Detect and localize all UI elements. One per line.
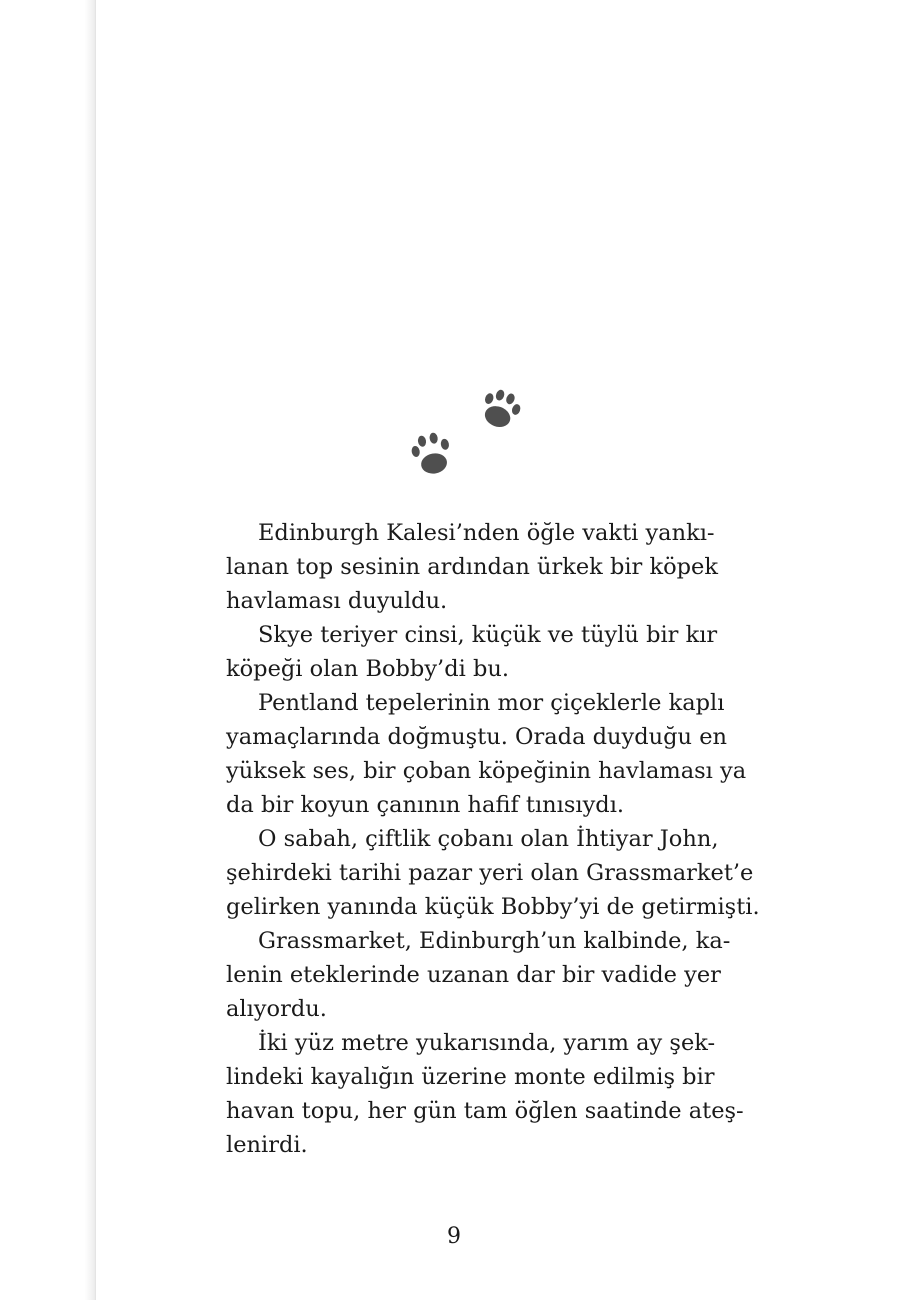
book-gutter-shadow: [0, 0, 96, 1300]
text-line: lenirdi.: [226, 1132, 308, 1158]
text-line: köpeği olan Bobby’di bu.: [226, 656, 509, 682]
text-line: Grassmarket, Edinburgh’un kalbinde, ka-: [258, 928, 731, 954]
text-line: da bir koyun çanının hafif tınısıydı.: [226, 792, 625, 818]
paw-print-lower: [409, 430, 453, 476]
paw-prints-icon: [400, 380, 540, 485]
text-line: lenin eteklerinde uzanan dar bir vadide yer: [226, 962, 721, 988]
text-line: lindeki kayalığın üzerine monte edilmiş bir: [226, 1064, 715, 1090]
text-line: şehirdeki tarihi pazar yeri olan Grassmarket’e: [226, 860, 754, 886]
page-number-label: 9: [447, 1224, 461, 1249]
text-line: O sabah, çiftlik çobanı olan İhtiyar John,: [258, 826, 719, 852]
paragraph: [226, 618, 718, 686]
paw-print-upper: [477, 386, 524, 433]
page-edge: [95, 0, 96, 1300]
text-line: İki yüz metre yukarısında, yarım ay şek-: [258, 1030, 716, 1056]
text-line: lanan top sesinin ardından ürkek bir köpek: [226, 554, 718, 580]
text-line: yüksek ses, bir çoban köpeğinin havlaması ya: [226, 758, 747, 784]
paragraph: [226, 924, 731, 1026]
text-line: Skye teriyer cinsi, küçük ve tüylü bir kır: [258, 622, 718, 648]
text-line: alıyordu.: [226, 996, 327, 1022]
body-text: [226, 516, 760, 1162]
text-line: yamaçlarında doğmuştu. Orada duyduğu en: [226, 724, 727, 750]
paragraph: [226, 516, 718, 618]
text-line: havlaması duyuldu.: [226, 588, 448, 614]
text-line: Pentland tepelerinin mor çiçeklerle kaplı: [258, 690, 725, 716]
text-line: havan topu, her gün tam öğlen saatinde ateş-: [226, 1098, 744, 1124]
text-line: Edinburgh Kalesi’nden öğle vakti yankı-: [258, 520, 715, 546]
text-line: gelirken yanında küçük Bobby’yi de getirmişti.: [226, 894, 760, 920]
paragraph: [226, 686, 747, 822]
paragraph: [226, 822, 760, 924]
paragraph: [226, 1026, 744, 1162]
page-number: [0, 1222, 900, 1252]
